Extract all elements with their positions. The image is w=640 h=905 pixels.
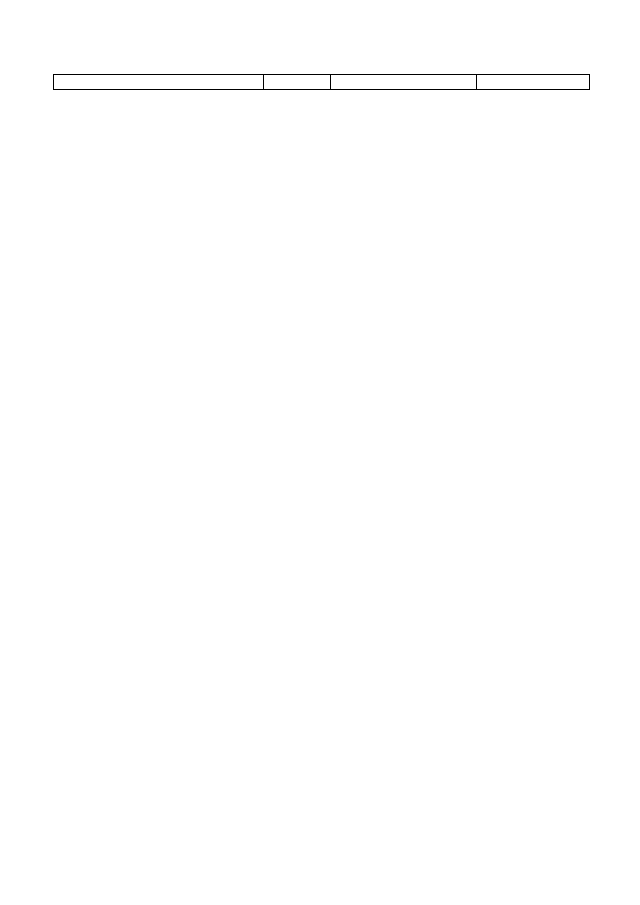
table-header [53, 74, 590, 90]
header-col-4 [477, 75, 589, 89]
header-col-3 [331, 75, 477, 89]
header-col-1 [54, 75, 264, 89]
header-col-2 [264, 75, 331, 89]
